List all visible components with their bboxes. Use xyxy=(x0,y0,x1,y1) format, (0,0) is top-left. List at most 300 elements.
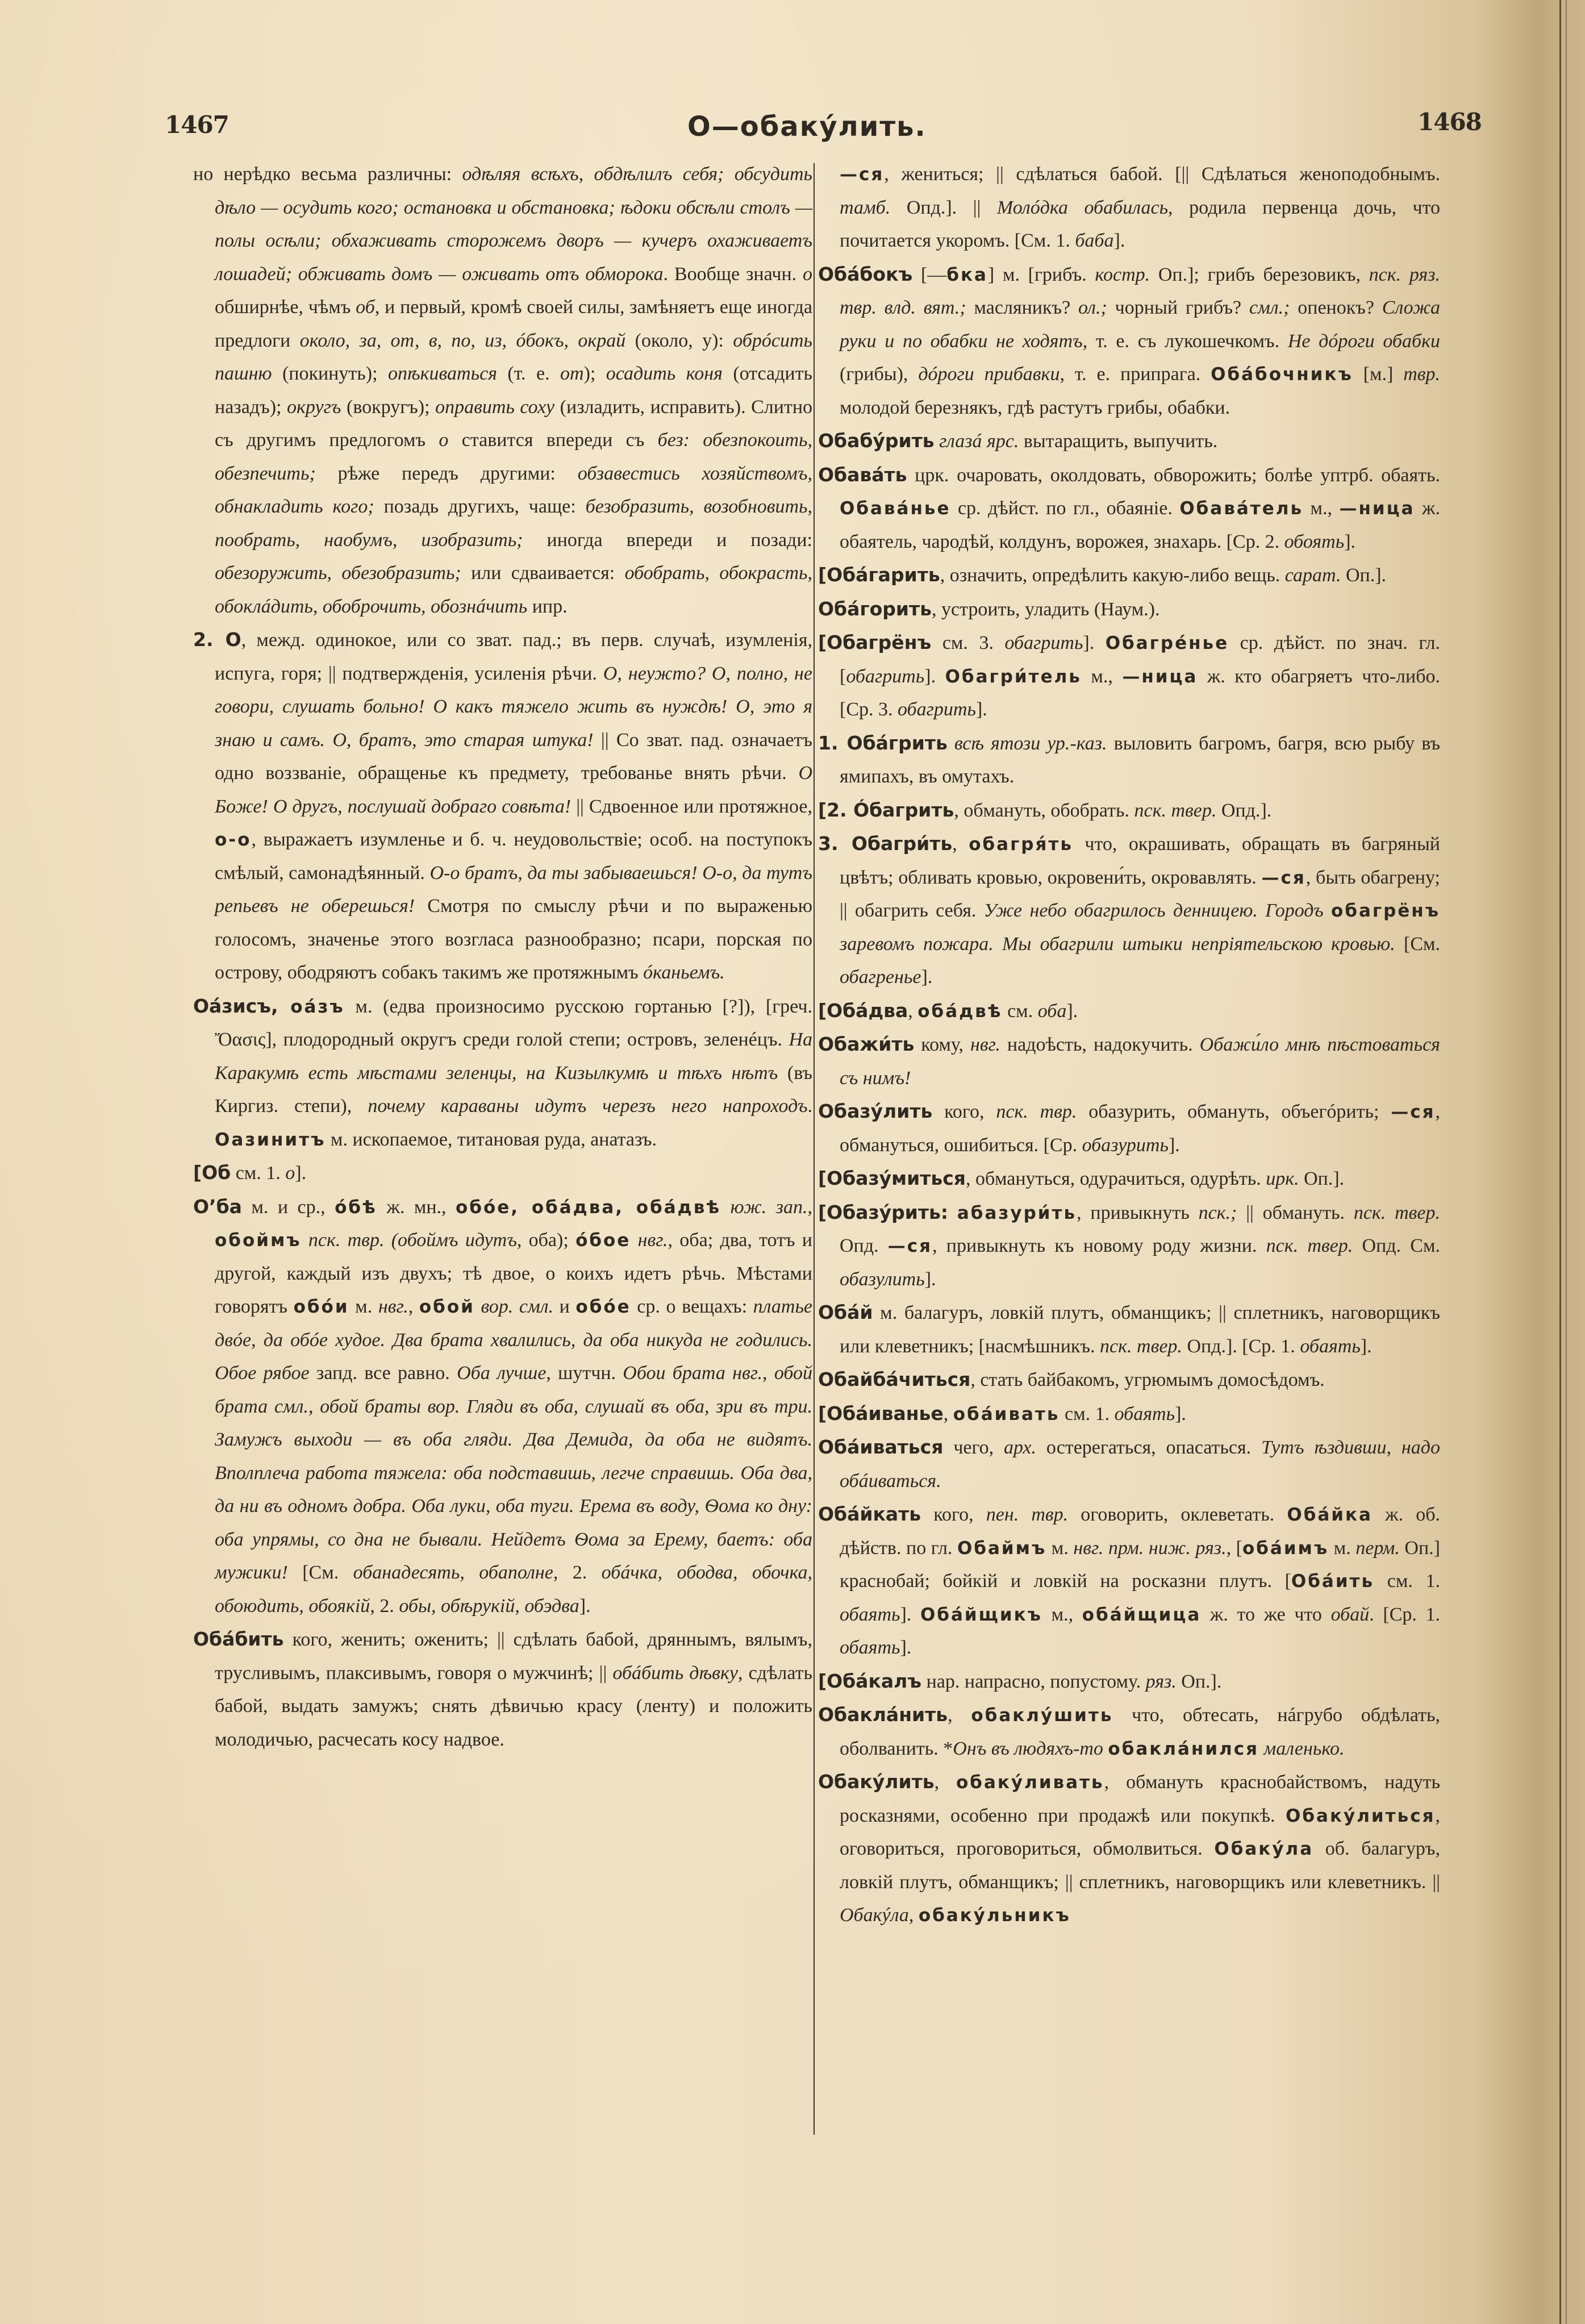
italic-text: глазá ярс. xyxy=(939,431,1019,452)
column-divider xyxy=(814,163,815,2135)
entry-text: ср. дѣйст. по знач. гл. [ xyxy=(840,632,1441,687)
italic-text: пск. ряз. твр. влд. вят.; xyxy=(840,264,1440,318)
entry-text: (т. е. xyxy=(497,363,561,384)
entry-text: кого, xyxy=(932,1101,996,1122)
entry-text: ж. кто обагряетъ что-либо. [Ср. 3. xyxy=(840,665,1440,720)
entry-text: м. балагуръ, ловкій плутъ, обманщикъ; || сплетникъ, наговорщикъ или клеветникъ; [насмѣшникъ. xyxy=(840,1302,1440,1357)
entry-text: , xyxy=(948,1705,971,1726)
entry-text: , привыкнуть xyxy=(1077,1202,1199,1223)
bold-form: Обáйка xyxy=(1287,1505,1373,1525)
entry-text: ]. xyxy=(1083,632,1106,653)
italic-text: безобразить, возобновить, пообрать, наобумъ, изобразить; xyxy=(215,496,812,551)
entry-text: ] м. [грибъ. xyxy=(987,264,1095,285)
entry-text xyxy=(302,1230,308,1251)
entry-text: (грибы), xyxy=(840,364,919,385)
italic-text: обоять xyxy=(1284,531,1345,552)
dictionary-entry xyxy=(818,1698,1440,1765)
dictionary-entry xyxy=(818,459,1440,559)
entry-text: см. 1. xyxy=(1060,1403,1115,1425)
entry-text: выловить багромъ, багря, всю рыбу въ ямипахъ, въ омутахъ. xyxy=(840,732,1440,787)
italic-text: пск. твер. xyxy=(1353,1202,1441,1223)
entry-text: , обмануться, ошибиться. [Ср. xyxy=(840,1101,1440,1156)
italic-text: обáбить дѣвку xyxy=(612,1662,738,1684)
running-head: О—обакýлить. xyxy=(687,111,927,143)
entry-text: [м.] xyxy=(1353,364,1404,385)
entry-text: , стать байбакомъ, угрюмымъ домосѣдомъ. xyxy=(970,1369,1325,1390)
bold-form: оáзъ xyxy=(290,996,345,1017)
entry-text: ]. xyxy=(1175,1403,1186,1425)
entry-text: [См. xyxy=(1395,933,1441,955)
headword: 1. Обáгрить xyxy=(818,731,948,754)
entry-text: Опд. xyxy=(840,1235,888,1256)
bold-form: óбое xyxy=(575,1230,631,1251)
entry-text: || Со зват. пад. означаетъ одно воззваніе, обращенье къ предмету, требованье внять рѣчи. xyxy=(215,729,812,784)
bold-form: Обагри́тель xyxy=(945,666,1082,687)
entry-text: ]. xyxy=(1344,531,1356,552)
italic-text: тамб. xyxy=(840,197,891,218)
dictionary-entry xyxy=(193,990,812,1157)
entry-text: см. 1. xyxy=(1374,1571,1441,1592)
italic-text: обазурить xyxy=(1082,1134,1169,1156)
italic-text: обагрить xyxy=(1004,632,1083,653)
entry-text: масляникъ? xyxy=(966,297,1079,318)
italic-text: сарат. xyxy=(1284,565,1341,586)
bold-form: Обакýла xyxy=(1214,1839,1314,1859)
bold-form: о-о xyxy=(215,830,252,850)
italic-text: Обажи́ло мнѣ пѣстоваться съ нимъ! xyxy=(840,1034,1440,1089)
dictionary-entry xyxy=(193,158,812,623)
entry-text: ]. xyxy=(1168,1134,1180,1156)
italic-text: обезоружить, обезобразить; xyxy=(215,563,461,584)
entry-text: . xyxy=(807,1096,812,1117)
bold-form: —ся xyxy=(887,1236,933,1256)
entry-text: , привыкнуть къ новому роду жизни. xyxy=(932,1235,1266,1256)
entry-text: (вокругъ); xyxy=(341,396,436,418)
bold-form: обáдвѣ xyxy=(917,1001,1003,1022)
entry-text: м., xyxy=(1303,498,1340,519)
entry-text: , xyxy=(952,834,969,855)
italic-text: Гляди въ оба, слушай въ оба, зри въ три. Замужъ выходи — въ оба гляди. Два Демида, да оба не видятъ. Вполплеча работа тяжела: оба подставишь, легче справишь. Оба два, да ни въ одномъ добра. Оба луки, оба туги. Ерема въ воду, Ѳома ко дну: оба упрямы, со дна не бывали. Нейдетъ Ѳома за Ерему, баетъ: оба мужики! xyxy=(215,1396,813,1583)
italic-text: нвг. xyxy=(378,1296,408,1317)
entry-text xyxy=(948,733,954,754)
italic-text: О Боже! О другъ, послушай добраго совѣта! xyxy=(215,763,812,817)
bold-form: абазури́ть xyxy=(957,1202,1077,1223)
italic-text: ирк. xyxy=(1266,1168,1299,1189)
right-column xyxy=(818,158,1440,1932)
page-number-right: 1468 xyxy=(1417,108,1482,136)
italic-text: перм. xyxy=(1355,1537,1400,1559)
headword: Обажи́ть xyxy=(818,1033,915,1055)
entry-text: ставится впереди съ xyxy=(448,430,658,451)
entry-text: ср. дѣйст. по гл., обаяніе. xyxy=(950,498,1180,519)
italic-text: платье двóе, да обóе худое. Два брата хвалились, да оба никуда не годились. Обое рябое xyxy=(215,1296,813,1384)
italic-text: округъ xyxy=(287,396,341,418)
headword: Обакýлить xyxy=(818,1771,935,1793)
headword: Оáзисъ, xyxy=(193,994,291,1017)
entry-text: см. 1. xyxy=(231,1163,286,1184)
italic-text: вор. xyxy=(427,1396,460,1417)
entry-text: м., xyxy=(1081,665,1123,687)
italic-text: обаять xyxy=(1114,1403,1175,1425)
entry-text: Оп.]. xyxy=(1341,565,1387,586)
entry-text: Оп.]. xyxy=(1299,1168,1345,1189)
entry-text: , [ xyxy=(1226,1537,1242,1559)
entry-text: ]. xyxy=(900,1637,912,1658)
bold-form: Обавáтель xyxy=(1179,498,1304,519)
italic-text: почему караваны идутъ черезъ него напроходъ xyxy=(368,1096,808,1117)
italic-text: Уже небо обагрилось денницею. Городъ xyxy=(983,900,1324,921)
headword: Обайбáчиться xyxy=(818,1368,971,1390)
headword: Обáгорить xyxy=(818,597,932,620)
entry-text: Опд.]. xyxy=(1216,799,1272,821)
italic-text: Онъ въ людяхъ-то xyxy=(953,1738,1103,1759)
entry-text: ]. xyxy=(1066,1000,1078,1022)
italic-text: обзавестись хозяйствомъ, обнакладить кого; xyxy=(215,463,812,517)
dictionary-entry xyxy=(818,1765,1440,1932)
entry-text: ]. xyxy=(900,1604,920,1625)
headword: [Обáдва xyxy=(818,999,908,1022)
italic-text: Сложа руки и по обабки не ходятъ xyxy=(840,297,1441,352)
entry-text: , обмануть, обобрать. xyxy=(954,799,1134,821)
entry-text: ]. xyxy=(295,1163,307,1184)
entry-text: ]. xyxy=(921,967,933,988)
entry-text: рѣже передъ другими: xyxy=(315,463,578,484)
italic-text: заревомъ пожара. Мы обагрили штыки непріятельскою кровью. xyxy=(840,933,1395,955)
entry-text: вытаращить, выпучить. xyxy=(1019,431,1218,452)
entry-text: или сдваивается: xyxy=(461,563,625,584)
italic-text: юж. зап. xyxy=(730,1196,808,1218)
bold-form: óбѣ xyxy=(335,1197,377,1218)
entry-text: , быть обагрену; || обагрить себя. xyxy=(840,867,1440,921)
entry-text xyxy=(948,1202,957,1223)
entry-text: , шутчн. xyxy=(546,1363,623,1384)
headword: [Обáгарить xyxy=(818,564,940,586)
dictionary-entry xyxy=(193,1623,812,1756)
italic-text: О, неужто? О, полно, не говори, слушать больно! О какъ тяжело жить въ нуждѣ! О, это я знаю и самъ. О, братъ, это старая штука! xyxy=(215,663,812,751)
bold-form: —ся xyxy=(1391,1102,1436,1122)
bold-form: Обаймъ xyxy=(957,1538,1047,1559)
entry-text: (въ Киргиз. степи), xyxy=(215,1062,812,1117)
bold-form: обáивать xyxy=(953,1403,1060,1425)
entry-text: ]. xyxy=(975,699,987,720)
italic-text: ряз. xyxy=(1145,1671,1177,1692)
italic-text: опѣкиваться xyxy=(387,363,497,384)
italic-text: о xyxy=(803,263,812,285)
italic-text: обазулить xyxy=(840,1268,925,1290)
entry-text: кому, xyxy=(914,1034,970,1055)
italic-text: нвг. xyxy=(732,1363,763,1384)
entry-text xyxy=(1259,1738,1264,1759)
entry-text: , т. е. съ лукошечкомъ. xyxy=(1082,330,1288,352)
italic-text: пен. твр. xyxy=(986,1504,1069,1525)
entry-text: см. xyxy=(1002,1000,1038,1022)
headword: 2. О xyxy=(193,628,241,651)
dictionary-entry xyxy=(818,1397,1440,1431)
entry-text: ипр. xyxy=(527,595,568,617)
bold-form: обоймъ xyxy=(215,1230,302,1251)
italic-text: без: обезпокоить, обезпечить; xyxy=(215,430,812,484)
italic-text: обагрить xyxy=(898,699,976,720)
italic-text: от xyxy=(560,363,584,384)
entry-text: оговорить, оклеветать. xyxy=(1068,1504,1287,1525)
italic-text: обаять xyxy=(840,1604,900,1625)
entry-text xyxy=(935,431,940,452)
dictionary-entry xyxy=(193,1156,812,1190)
entry-text: , т. е. припрага. xyxy=(1060,364,1211,385)
entry-text: ]. xyxy=(924,1268,936,1290)
bold-form: обакýльникъ xyxy=(918,1905,1071,1926)
entry-text: см. 3. xyxy=(931,632,1005,653)
dictionary-entry xyxy=(818,1296,1440,1363)
headword: Обаклáнить xyxy=(818,1704,948,1726)
dictionary-entry xyxy=(818,1162,1440,1196)
italic-text: о xyxy=(285,1163,295,1184)
dictionary-entry xyxy=(818,1498,1440,1665)
entry-text: (изладить, исправить). Слитно съ другимъ предлогомъ xyxy=(215,396,813,451)
headword: Обáиваться xyxy=(818,1436,944,1458)
headword: [Обагрёнъ xyxy=(818,631,932,653)
headword: [Обáкалъ xyxy=(818,1669,922,1692)
bold-form: Обавáнье xyxy=(840,498,951,519)
entry-text: (покинуть); xyxy=(272,363,388,384)
entry-text: , устроить, уладить (Наум.). xyxy=(932,598,1160,620)
italic-text: смл.; xyxy=(1249,297,1290,318)
entry-text: ж. об. дѣйств. по гл. xyxy=(840,1504,1441,1559)
entry-text: , обмануть краснобайствомъ, надуть росказнями, особенно при продажѣ или покупкѣ. xyxy=(840,1772,1440,1826)
entry-text: ж. обаятель, чародѣй, колдунъ, ворожея, знахарь. [Ср. 2. xyxy=(840,498,1440,552)
dictionary-entry xyxy=(818,1196,1440,1297)
italic-text: смл. xyxy=(274,1396,308,1417)
italic-text: обаять xyxy=(840,1637,900,1658)
italic-text: Молóдка обабилась xyxy=(996,197,1169,218)
entry-text: обширнѣе, чѣмъ xyxy=(215,297,356,318)
entry-text: , xyxy=(908,1905,919,1926)
dictionary-entry xyxy=(818,827,1440,994)
italic-text: пск. твер. xyxy=(1266,1235,1353,1256)
entry-text: м. xyxy=(349,1296,378,1317)
headword: Обáбить xyxy=(193,1628,284,1650)
entry-text: м. xyxy=(1046,1537,1074,1559)
headword: Обáй xyxy=(818,1301,873,1323)
entry-text: [См. xyxy=(287,1562,353,1583)
entry-text: , сдѣлать бабой, выдать замужъ; снять дѣвичью красу (ленту) и положить молодичью, расчесать косу надвое. xyxy=(215,1662,812,1750)
page-header xyxy=(0,108,1585,156)
bold-form: —ница xyxy=(1339,498,1415,519)
entry-text: , xyxy=(807,1196,813,1218)
entry-text: Смотря по смыслу рѣчи и по выраженью голосомъ, значенье этого возгласа разнообразно; псари, порская по острову, ободряютъ собакъ такимъ же протяжнымъ xyxy=(215,896,812,983)
italic-text: Обои брата xyxy=(623,1363,725,1384)
dictionary-entry xyxy=(193,1190,812,1623)
entry-text: , xyxy=(308,1396,320,1417)
bold-form: обаклáнился xyxy=(1108,1738,1259,1759)
bold-form: обагрёнъ xyxy=(1331,901,1441,921)
dictionary-entry xyxy=(818,994,1440,1028)
entry-text: ]. xyxy=(924,665,945,687)
entry-text: об. балагуръ, ловкій плутъ, обманщикъ; || сплетникъ, наговорщикъ или клеветникъ. || xyxy=(840,1838,1440,1893)
italic-text: маленько. xyxy=(1263,1738,1345,1759)
dictionary-entry xyxy=(818,794,1440,828)
entry-text xyxy=(475,1296,481,1317)
italic-text: пск. твр. (обоймъ идутъ, xyxy=(308,1230,522,1251)
italic-text: обай xyxy=(1330,1604,1370,1625)
italic-text: обобрать, обокрасть, обоклáдить, обоброчить, обознáчить xyxy=(215,563,812,617)
entry-text: но нерѣдко весьма различны: xyxy=(193,164,462,185)
entry-text: м., xyxy=(1042,1604,1082,1625)
entry-text: , родила первенца дочь, что почитается укоромъ. [См. 1. xyxy=(840,197,1440,251)
italic-text: оправить соху xyxy=(435,396,555,418)
italic-text: твр. xyxy=(1403,364,1440,385)
entry-text: (около, у): xyxy=(625,330,733,351)
entry-text: , xyxy=(943,1403,953,1425)
italic-text: одѣляя всѣхъ, обдѣлилъ себя; обсудить дѣло — осудить кого; остановка и обстановка; ѣдоки обсѣли столъ — полы осѣли; обхаживать сторожемъ дворъ — кучеръ охаживаетъ лошадей; обживать домъ — оживать отъ обморока xyxy=(215,164,812,285)
italic-text: нвг. xyxy=(637,1230,668,1251)
entry-text: нар. напрасно, попустому. xyxy=(921,1671,1146,1692)
entry-text: , жениться; || сдѣлаться бабой. [|| Сдѣлаться женоподобнымъ. xyxy=(884,164,1440,185)
dictionary-entry xyxy=(818,1028,1440,1095)
entry-text: || обмануть. xyxy=(1237,1202,1354,1223)
bold-form: —ся xyxy=(840,164,885,185)
entry-text: запд. все равно. xyxy=(309,1363,457,1384)
headword: Обáйкать xyxy=(818,1503,921,1525)
page-number-left: 1467 xyxy=(165,111,229,139)
italic-text: обаять xyxy=(1300,1335,1361,1357)
italic-text: осадить коня xyxy=(606,363,723,384)
entry-text xyxy=(631,1230,637,1251)
headword: Обазýлить xyxy=(818,1100,933,1122)
italic-text: нвг. прм. ниж. ряз. xyxy=(1073,1537,1227,1559)
entry-text: , 2. xyxy=(553,1562,602,1583)
entry-text: позадь другихъ, чаще: xyxy=(374,496,586,517)
bold-form: Обагрéнье xyxy=(1105,633,1229,653)
bold-form: обакýливать xyxy=(956,1772,1104,1793)
entry-text: , означить, опредѣлить какую-либо вещь. xyxy=(940,565,1285,586)
bold-form: Обáить xyxy=(1291,1571,1375,1592)
headword: [Обазýрить: xyxy=(818,1201,949,1223)
entry-text: м. ископаемое, титановая руда, анатазъ. xyxy=(326,1128,657,1150)
bold-form: обóе, обáдва, обáдвѣ xyxy=(456,1197,721,1218)
italic-text: óканьемъ. xyxy=(643,962,725,983)
entry-text: [— xyxy=(912,264,947,285)
entry-text: Оп.] краснобай; бойкій и ловкій на росказни плутъ. [ xyxy=(840,1537,1441,1592)
entry-text xyxy=(1324,900,1331,921)
entry-text: (отсадить назадъ); xyxy=(215,363,812,418)
bold-form: —ся xyxy=(1261,867,1306,888)
entry-text: ]. xyxy=(1113,230,1125,251)
entry-text: , выражаетъ изумленье и б. ч. неудовольствіе; особ. на поступокъ смѣлый, самонадѣянный. xyxy=(215,829,812,884)
entry-text: опенокъ? xyxy=(1290,297,1382,318)
headword: О’ба xyxy=(193,1195,242,1218)
dictionary-entry xyxy=(818,1363,1440,1397)
headword: [2. Óбагрить xyxy=(818,798,954,821)
entry-text: оба); xyxy=(522,1230,576,1251)
entry-text: молодой березнякъ, гдѣ растутъ грибы, обабки. xyxy=(840,397,1231,418)
headword: [Обазýмиться xyxy=(818,1167,966,1189)
italic-text: около, за, от, в, по, из, óбокъ, окрай xyxy=(299,330,626,351)
italic-text: всѣ ятози ур.-каз. xyxy=(954,732,1107,754)
dictionary-entry xyxy=(818,1665,1440,1699)
italic-text: нвг. xyxy=(970,1034,1000,1055)
entry-text: что, обтесать, нáгрубо обдѣлать, оболванить. * xyxy=(840,1705,1441,1759)
entry-text: чего, xyxy=(943,1437,1004,1458)
italic-text: обой браты xyxy=(320,1396,421,1417)
italic-text: пск. твер. xyxy=(1134,799,1217,821)
entry-text: ж. мн., xyxy=(377,1196,456,1218)
headword: Обабýрить xyxy=(818,430,935,452)
italic-text: ол.; xyxy=(1078,297,1107,318)
entry-text: ср. о вещахъ: xyxy=(631,1296,753,1317)
entry-text: надоѣсть, надокучить. xyxy=(1000,1034,1200,1055)
bold-form: бка xyxy=(946,264,988,285)
headword: 3. Обагри́ть xyxy=(818,832,953,855)
entry-text: , xyxy=(908,1000,918,1022)
entry-text xyxy=(725,1363,732,1384)
bold-form: —ница xyxy=(1122,666,1198,687)
dictionary-entry xyxy=(818,593,1440,627)
bold-form: обáимъ xyxy=(1242,1538,1329,1559)
entry-text: . Вообще значн. xyxy=(663,263,803,285)
entry-text: обазурить, обмануть, объегóрить; xyxy=(1077,1101,1391,1122)
entry-text: , xyxy=(934,1772,956,1793)
bold-form: Оазинитъ xyxy=(215,1129,326,1150)
bold-form: обóе xyxy=(575,1297,631,1317)
dictionary-entry xyxy=(818,626,1440,727)
entry-text: что, окрашивать, обращать въ багряный цвѣтъ; обливать кровью, окровени́ть, окровавлять. xyxy=(840,834,1440,888)
dictionary-entry xyxy=(818,727,1440,794)
entry-text: црк. очаровать, околдовать, обворожить; болѣе уптрб. обаять. xyxy=(907,464,1440,486)
italic-text: оба xyxy=(1037,1000,1067,1022)
headword: Обавáть xyxy=(818,463,907,486)
entry-text: ); xyxy=(583,363,606,384)
bold-form: обаклýшить xyxy=(971,1705,1113,1726)
entry-text: кого, xyxy=(921,1504,986,1525)
italic-text: вор. смл. xyxy=(481,1296,553,1317)
bold-form: Обáбочникъ xyxy=(1211,364,1353,385)
bold-form: обагря́ть xyxy=(969,834,1073,855)
entry-text: , xyxy=(762,1363,774,1384)
italic-text: о xyxy=(439,430,449,451)
dictionary-entry xyxy=(818,559,1440,593)
bold-form: Обáйщикъ xyxy=(920,1604,1042,1625)
italic-text: обáчка, ободва, обочка, обоюдить, обоякій xyxy=(215,1562,813,1617)
italic-text: обагренье xyxy=(840,967,921,988)
entry-text: ]. xyxy=(1360,1335,1372,1357)
dictionary-entry xyxy=(818,158,1440,258)
entry-text: остерегаться, опасаться. xyxy=(1036,1437,1262,1458)
italic-text: обрóсить пашню xyxy=(215,330,812,384)
headword: [Обáиванье xyxy=(818,1402,944,1425)
entry-text: и xyxy=(553,1296,576,1317)
dictionary-entry xyxy=(818,258,1440,425)
entry-text xyxy=(421,1396,428,1417)
entry-text: || Сдвоенное или протяжное, xyxy=(571,796,812,817)
entry-text: Оп.]; грибъ березовикъ, xyxy=(1150,264,1369,285)
bold-form: Обакýлиться xyxy=(1286,1805,1436,1826)
dictionary-entry xyxy=(818,424,1440,459)
entry-text xyxy=(721,1197,730,1218)
entry-text: м. xyxy=(1329,1537,1356,1559)
entry-text: , 2. xyxy=(370,1595,399,1617)
italic-text: арх. xyxy=(1004,1437,1036,1458)
headword: [Об xyxy=(193,1161,231,1184)
entry-text xyxy=(460,1396,466,1417)
dictionary-entry xyxy=(818,1095,1440,1162)
entry-text: Опд. См. xyxy=(1353,1235,1440,1256)
italic-text: обагрить xyxy=(846,665,925,687)
italic-text: пск. твер. xyxy=(1100,1335,1182,1357)
italic-text: Не дóроги обабки xyxy=(1287,330,1441,352)
italic-text: об xyxy=(356,297,375,318)
italic-text: костр. xyxy=(1095,264,1150,285)
